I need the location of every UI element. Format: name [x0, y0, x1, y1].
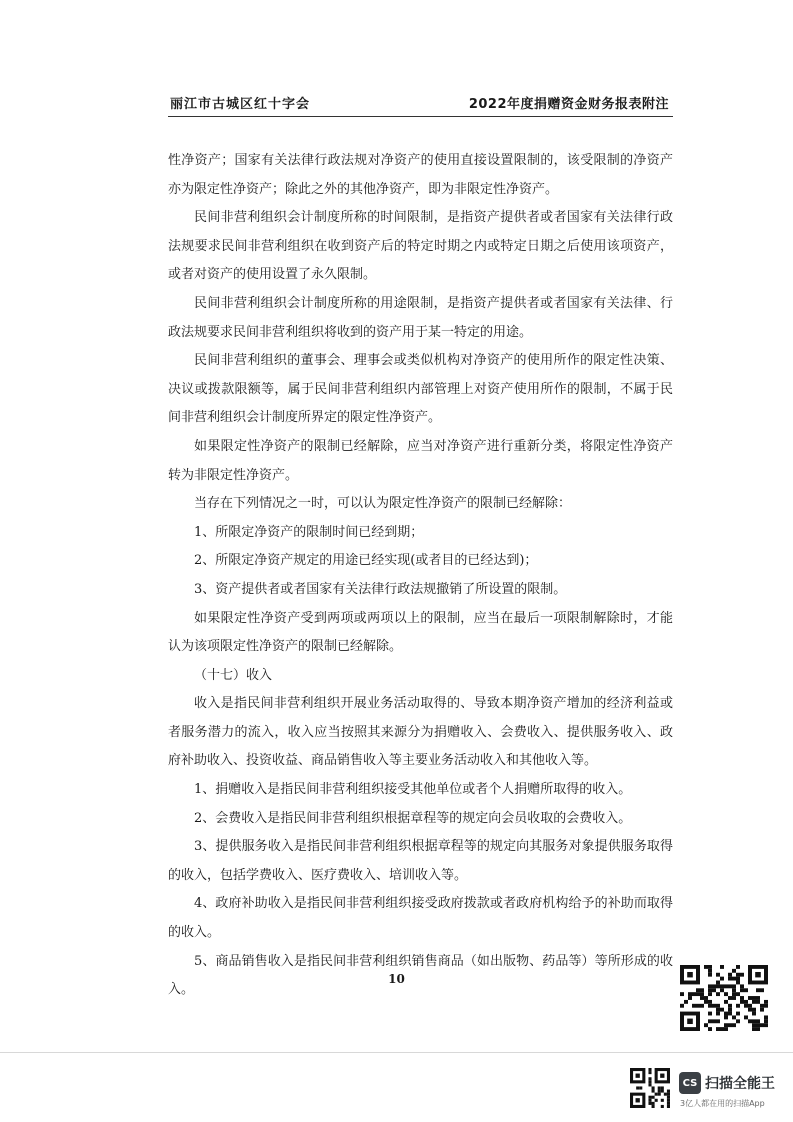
app-qr-code-icon [630, 1068, 670, 1108]
paragraph: 1、所限定净资产的限制时间已经到期； [194, 524, 424, 540]
paragraph: 当存在下列情况之一时，可以认为限定性净资产的限制已经解除： [194, 496, 572, 512]
paragraph: 3、资产提供者或者国家有关法律行政法规撤销了所设置的限制。 [194, 581, 567, 597]
paragraph: 民间非营利组织会计制度所称的用途限制，是指资产提供者或者国家有关法律、行政法规要求民间非营利组织将收到的资产用于某一特定的用途。 [168, 295, 673, 340]
paragraph: （十七）收入 [194, 667, 273, 683]
header-report-title: 2022年度捐赠资金财务报表附注 [468, 97, 669, 112]
paragraph: 3、提供服务收入是指民间非营利组织根据章程等的规定向其服务对象提供服务取得的收入，包括学费收入、医疗费收入、培训收入等。 [168, 839, 673, 883]
paragraph: 5、商品销售收入是指民间非营利组织销售商品（如出版物、药品等）等所形成的收入。 [168, 953, 673, 998]
document-body [168, 147, 673, 1005]
header-divider [168, 116, 673, 117]
camscanner-logo: CS [679, 1072, 701, 1094]
header-organization: 丽江市古城区红十字会 [170, 97, 311, 112]
qr-code-icon [680, 965, 768, 1031]
footer-divider [0, 1052, 793, 1053]
paragraph: 民间非营利组织会计制度所称的时间限制，是指资产提供者或者国家有关法律行政法规要求民间非营利组织在收到资产后的特定时期之内或特定日期之后使用该项资产，或者对资产的使用设置了永久限制。 [168, 210, 673, 283]
paragraph: 收入是指民间非营利组织开展业务活动取得的、导致本期净资产增加的经济利益或者服务潜力的流入，收入应当按照其来源分为捐赠收入、会费收入、提供服务收入、政府补助收入、投资收益、商品销售收入等主要业务活动收入和其他收入等。 [168, 696, 673, 769]
camscanner-tagline: 3亿人都在用的扫描App [680, 1099, 765, 1108]
paragraph: 2、所限定净资产规定的用途已经实现(或者目的已经达到)； [194, 553, 538, 569]
page-number: 10 [388, 972, 405, 986]
camscanner-name: 扫描全能王 [705, 1076, 775, 1092]
paragraph: 性净资产；国家有关法律行政法规对净资产的使用直接设置限制的，该受限制的净资产亦为限定性净资产；除此之外的其他净资产，即为非限定性净资产。 [168, 153, 673, 197]
paragraph: 如果限定性净资产受到两项或两项以上的限制，应当在最后一项限制解除时，才能认为该项限定性净资产的限制已经解除。 [168, 610, 673, 655]
paragraph: 民间非营利组织的董事会、理事会或类似机构对净资产的使用所作的限定性决策、决议或拨款限额等，属于民间非营利组织内部管理上对资产使用所作的限制，不属于民间非营利组织会计制度所界定的限定性净资产。 [168, 353, 673, 426]
paragraph: 4、政府补助收入是指民间非营利组织接受政府拨款或者政府机构给予的补助而取得的收入。 [168, 896, 673, 941]
paragraph: 2、会费收入是指民间非营利组织根据章程等的规定向会员收取的会费收入。 [194, 810, 632, 826]
paragraph: 1、捐赠收入是指民间非营利组织接受其他单位或者个人捐赠所取得的收入。 [194, 782, 632, 798]
paragraph: 如果限定性净资产的限制已经解除，应当对净资产进行重新分类，将限定性净资产转为非限定性净资产。 [168, 438, 673, 483]
